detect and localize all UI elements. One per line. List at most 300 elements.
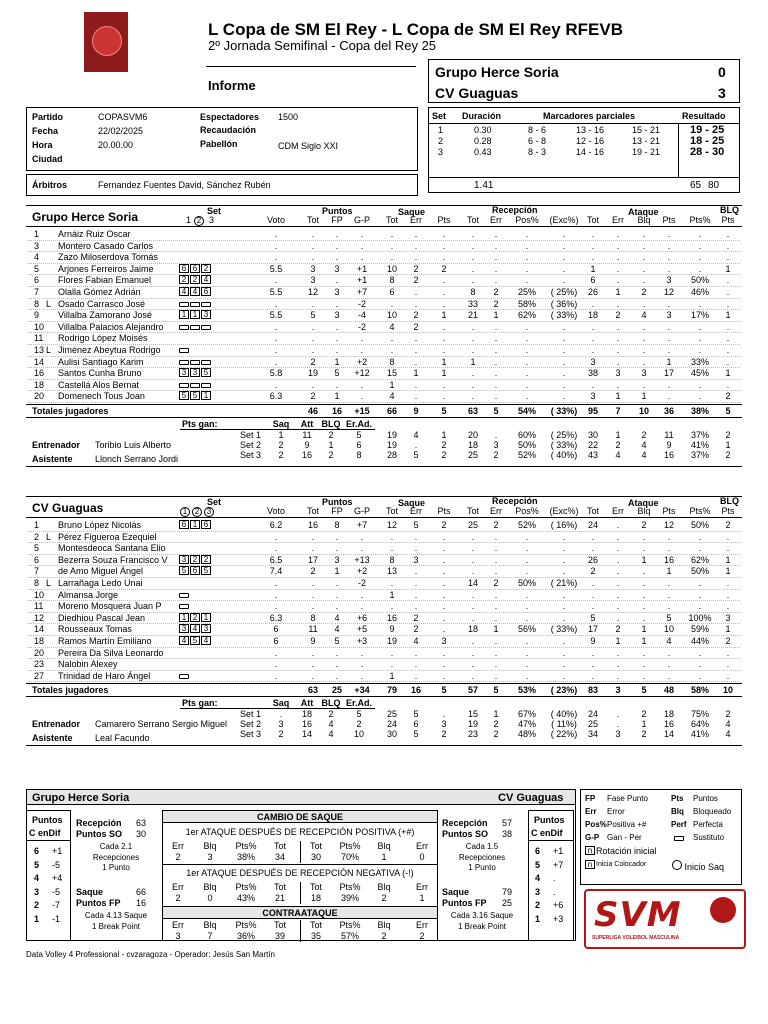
stat-cell: 46%: [690, 287, 709, 297]
mini-value: 38%: [236, 852, 255, 862]
stat-cell: 56%: [517, 624, 536, 635]
stat-cell: .: [616, 298, 620, 309]
stat-cell: .: [414, 379, 418, 390]
set-numbers: [183, 215, 217, 226]
stat-cell: .: [616, 356, 620, 367]
stat-cell: .: [726, 601, 730, 612]
stat-cell: 2: [413, 310, 419, 321]
arbitros-label: Árbitros: [32, 180, 68, 190]
stat-cell: .: [274, 659, 278, 670]
stat-cell: 2: [441, 263, 447, 274]
stat-cell: .: [616, 543, 620, 554]
volleyball-player-icon: [710, 897, 736, 923]
libero-marker: L: [46, 345, 52, 355]
stat-cell: 3: [441, 636, 447, 646]
stat-cell: 4: [413, 636, 419, 646]
set-row-cell: 4: [615, 450, 621, 460]
stat-cell: .: [616, 379, 620, 390]
stat-cell: 2: [590, 566, 596, 577]
stat-cell: .: [667, 659, 671, 670]
stat-cell: 5.5: [269, 263, 283, 274]
set-row-cell: 4: [328, 719, 334, 730]
stat-cell: 16: [386, 612, 397, 623]
stat-cell: .: [471, 321, 475, 332]
player-name: Arjones Ferreiros Jaime: [58, 263, 154, 274]
rotation-index: 4: [34, 873, 40, 883]
totals-cell: 5: [641, 685, 647, 696]
set-row-cell: 2: [641, 709, 647, 720]
stat-cell: .: [562, 659, 566, 670]
player-name: Montesdeoca Santana Elio: [58, 543, 166, 554]
player-name: Castellá Alos Bernat: [58, 379, 140, 390]
stat-cell: 2: [615, 310, 621, 321]
stat-cell: .: [471, 670, 475, 681]
stat-cell: .: [414, 298, 418, 309]
totals-cell: 10: [722, 685, 733, 696]
stat-cell: .: [471, 275, 475, 286]
mini-header: Blq: [203, 920, 217, 930]
totals-cell: 53%: [517, 685, 536, 696]
mini-value: 35: [310, 931, 321, 941]
stat-cell: .: [494, 263, 498, 274]
rotation-diff: -1: [52, 913, 61, 924]
stat-cell: .: [311, 333, 315, 344]
player-number: 7: [34, 287, 40, 297]
score-home-team: Grupo Herce Soria: [435, 64, 559, 80]
set-row-cell: 3: [278, 719, 284, 730]
set-row-cell: 64%: [690, 719, 709, 730]
set-row-cell: 67%: [517, 709, 536, 720]
set-row-cell: 15: [467, 709, 478, 720]
stat-cell: .: [494, 356, 498, 367]
footer-credit: Data Volley 4 Professional - cvzaragoza - Operador: Jesús San Martín: [26, 950, 276, 959]
stat-cell: .: [726, 287, 730, 297]
stat-cell: .: [414, 356, 418, 367]
col-subheader: Err: [410, 215, 422, 225]
rotation-index: 6: [34, 846, 40, 856]
stat-cell: 3: [334, 287, 340, 297]
set-row-cell: 16: [301, 719, 312, 730]
libero-marker: L: [46, 298, 52, 309]
stat-cell: 1: [641, 391, 647, 402]
home-saque-label: Saque: [76, 887, 104, 897]
stat-cell: .: [274, 670, 278, 681]
summary-away-name: CV Guaguas: [498, 792, 564, 804]
rotation-position: 1: [190, 310, 200, 319]
stat-cell: .: [442, 391, 446, 402]
stat-cell: .: [414, 589, 418, 600]
stat-cell: 2: [413, 263, 419, 274]
rotation-position: 2: [190, 275, 200, 284]
stat-cell: 25: [467, 520, 478, 530]
stat-cell: .: [360, 240, 364, 251]
home-recepcion-value: 63: [136, 818, 147, 828]
total-home-points: 65: [690, 180, 702, 191]
stat-cell: .: [525, 612, 529, 623]
stat-cell: 50%: [690, 520, 709, 530]
stat-cell: .: [414, 578, 418, 588]
partido-value: COPASVM6: [98, 112, 148, 122]
player-name: Montero Casado Carlos: [58, 240, 154, 251]
score-away-team: CV Guaguas: [435, 85, 519, 101]
rotation-index: 5: [535, 859, 541, 870]
rotation-diff: -7: [52, 900, 61, 910]
stat-cell: 17%: [690, 310, 709, 321]
stat-cell: .: [642, 566, 646, 577]
away-cendif-label: C enDif: [531, 828, 563, 838]
stat-cell: .: [562, 240, 566, 251]
stat-cell: 2: [441, 520, 447, 530]
pts-gan-header: Att: [300, 698, 314, 709]
set-row-cell: 2: [328, 450, 334, 460]
col-subheader: Err: [612, 506, 624, 516]
stat-cell: .: [390, 601, 394, 612]
player-number: 23: [34, 659, 45, 670]
player-sets: [179, 368, 212, 378]
set-number-label: 2: [192, 507, 202, 517]
legend-key: G-P: [585, 833, 600, 842]
stat-cell: -2: [357, 578, 366, 588]
totals-label: Totales jugadores: [32, 685, 109, 696]
set-row-cell: 5: [413, 729, 419, 740]
stat-cell: .: [726, 321, 730, 332]
stat-cell: 11: [308, 624, 318, 635]
stat-cell: .: [335, 601, 339, 612]
player-number: 6: [34, 275, 40, 286]
stat-cell: .: [442, 345, 446, 355]
stat-cell: 1: [590, 263, 596, 274]
stat-cell: 3: [666, 310, 672, 321]
stat-cell: .: [726, 229, 730, 239]
stat-cell: .: [525, 531, 529, 542]
set-row-cell: 10: [353, 729, 364, 740]
set-row-cell: 4: [641, 440, 647, 450]
home-puntos-fp-value: 16: [136, 898, 147, 908]
stat-cell: .: [667, 578, 671, 588]
set-row-cell: 1: [493, 709, 499, 720]
rotation-position: 5: [201, 566, 211, 575]
stat-cell: ( 36%): [550, 298, 578, 309]
asistente-value: Llonch Serrano Jordi: [95, 454, 179, 464]
stat-cell: 12: [386, 520, 397, 530]
col-subheader: Pts: [662, 506, 676, 516]
stat-cell: .: [591, 252, 595, 263]
set-row-cell: 5: [413, 450, 419, 460]
stat-cell: .: [616, 333, 620, 344]
stat-cell: .: [591, 589, 595, 600]
set-row-cell: 1: [278, 430, 284, 440]
stat-cell: .: [562, 612, 566, 623]
stat-cell: 1: [441, 310, 447, 321]
stat-cell: 6: [590, 275, 596, 286]
col-subheader: Pts: [721, 506, 735, 516]
stat-cell: .: [642, 229, 646, 239]
pts-gan-header: Saq: [272, 419, 290, 429]
sets-header-set: Set: [432, 111, 447, 121]
stat-cell: .: [360, 333, 364, 344]
stat-cell: 1: [615, 287, 621, 297]
stat-cell: 19: [307, 368, 318, 379]
stat-cell: .: [591, 229, 595, 239]
team-name: Grupo Herce Soria: [32, 210, 139, 224]
stat-cell: 25%: [517, 287, 536, 297]
col-subheader: Err: [410, 506, 422, 516]
stat-cell: .: [442, 543, 446, 554]
set-row-cell: 30: [587, 430, 598, 440]
stat-cell: 10: [386, 263, 397, 274]
stat-cell: .: [311, 298, 315, 309]
stat-cell: .: [335, 543, 339, 554]
stat-cell: .: [642, 578, 646, 588]
stat-cell: .: [616, 321, 620, 332]
rotation-index: 1: [34, 913, 40, 924]
col-subheader: Blq: [637, 215, 651, 225]
stat-cell: 9: [389, 624, 395, 635]
rotation-index: 3: [535, 886, 541, 897]
stat-cell: .: [494, 391, 498, 402]
stat-cell: .: [726, 240, 730, 251]
stat-cell: 3: [413, 554, 419, 565]
set-duration: 0.43: [474, 147, 492, 157]
set-row-cell: ( 22%): [550, 729, 578, 740]
set-row-cell: 75%: [690, 709, 709, 720]
player-number: 8: [34, 298, 40, 309]
totals-cell: 83: [587, 685, 598, 696]
set-row-cell: 41%: [690, 729, 709, 740]
rotation-index: 2: [535, 900, 541, 910]
set-partial-3: 15 - 21: [632, 125, 661, 135]
header-rule: [26, 517, 742, 518]
stat-cell: .: [562, 368, 566, 379]
stat-cell: .: [562, 391, 566, 402]
stat-cell: +2: [356, 566, 368, 577]
stat-cell: .: [667, 321, 671, 332]
set-row-cell: 8: [356, 450, 362, 460]
stat-cell: 8: [389, 554, 395, 565]
player-sets: [179, 345, 190, 355]
set-row-cell: 16: [663, 450, 674, 460]
stat-cell: 6.2: [269, 520, 283, 530]
col-subheader: FP: [331, 215, 343, 225]
pabellon-label: Pabellón: [200, 139, 238, 149]
player-number: 3: [34, 240, 40, 251]
set-row-cell: 2: [278, 440, 284, 450]
stat-cell: +13: [354, 554, 370, 565]
rotation-position: 4: [190, 624, 200, 633]
pts-gan-header: BLQ: [321, 698, 341, 709]
stat-cell: .: [274, 321, 278, 332]
set-row-cell: 2: [493, 450, 499, 460]
set-row-cell: 2: [278, 450, 284, 460]
stat-cell: 26: [587, 554, 598, 565]
home-break-point: 1 Break Point: [91, 922, 141, 931]
rotation-index: 6: [535, 846, 541, 856]
stat-cell: .: [667, 263, 671, 274]
away-recepcion-value: 57: [502, 818, 513, 828]
stat-cell: 5: [310, 310, 316, 321]
rotacion-legend: [585, 846, 657, 856]
player-name: Villalba Zamorano José: [58, 310, 152, 321]
stat-cell: .: [442, 578, 446, 588]
set-row-cell: 2: [493, 729, 499, 740]
stat-cell: .: [311, 647, 315, 658]
player-sets: [179, 613, 212, 623]
stat-cell: .: [360, 379, 364, 390]
stat-cell: .: [642, 601, 646, 612]
stat-cell: .: [311, 252, 315, 263]
stat-cell: .: [414, 240, 418, 251]
set-number-label: 1: [186, 215, 192, 225]
stat-cell: .: [591, 321, 595, 332]
home-cendif-label: C enDif: [29, 828, 61, 838]
pts-gan-header: Att: [300, 419, 314, 429]
fecha-label: Fecha: [32, 126, 59, 136]
stat-cell: .: [698, 531, 702, 542]
stat-cell: .: [642, 275, 646, 286]
stat-cell: 1: [666, 566, 672, 577]
team-name: CV Guaguas: [32, 501, 104, 515]
stat-cell: .: [471, 391, 475, 402]
stat-cell: .: [471, 636, 475, 646]
totals-bottom-rule: [26, 417, 742, 418]
legend-key: FP: [585, 794, 596, 803]
stat-cell: .: [471, 554, 475, 565]
set-number-label: 3: [204, 507, 214, 517]
player-sets: [179, 264, 212, 274]
rotation-position: 2: [201, 555, 211, 564]
substitute-marker: [179, 360, 189, 365]
player-name: Arnáiz Ruiz Oscar: [58, 229, 131, 239]
set-row-cell: ( 33%): [550, 440, 578, 450]
mini-value: 39: [274, 931, 285, 941]
stat-cell: .: [591, 659, 595, 670]
svm-logo-text: SVM: [594, 895, 682, 935]
sets-header-resultado: Resultado: [682, 111, 726, 121]
stat-cell: 17: [663, 368, 674, 379]
stat-cell: .: [360, 229, 364, 239]
mini-header: Blq: [203, 841, 217, 851]
set-row-cell: 60%: [517, 430, 536, 440]
stat-cell: .: [360, 659, 364, 670]
stat-cell: .: [274, 531, 278, 542]
svm-logo-subtitle: SUPERLIGA VOLEIBOL MASCULINA: [592, 935, 680, 941]
col-header-blq: BLQ: [720, 205, 739, 215]
stat-cell: 6: [273, 624, 279, 635]
rotation-position: 3: [179, 368, 189, 377]
col-subheader: Tot: [466, 215, 479, 225]
stat-cell: 1: [413, 368, 419, 379]
stat-cell: .: [642, 240, 646, 251]
totals-cell: 9: [413, 406, 419, 416]
stat-cell: .: [616, 531, 620, 542]
player-number: 7: [34, 566, 40, 577]
mini-value: 1: [419, 893, 425, 903]
away-puntos-fp-label: Puntos FP: [442, 898, 487, 908]
stat-cell: .: [726, 589, 730, 600]
stat-cell: .: [591, 647, 595, 658]
set-number: 2: [438, 136, 444, 146]
player-number: 1: [34, 229, 40, 239]
legend-value: Positiva +#: [607, 820, 647, 829]
col-subheader: Tot: [385, 215, 398, 225]
stat-cell: 5: [334, 368, 340, 379]
stat-cell: .: [274, 647, 278, 658]
summary-home-name: Grupo Herce Soria: [32, 792, 130, 804]
rotation-position: 2: [190, 555, 200, 564]
stat-cell: +7: [356, 287, 368, 297]
player-number: 11: [34, 333, 44, 344]
sets-header-duracion: Duración: [462, 111, 502, 121]
mini-header: Tot: [309, 841, 322, 851]
rotation-diff: +6: [553, 900, 564, 910]
stat-cell: .: [471, 368, 475, 379]
stat-cell: 6.5: [269, 554, 283, 565]
stat-cell: .: [442, 670, 446, 681]
legend-key: Pos%: [585, 820, 607, 829]
stat-cell: 4: [334, 624, 340, 635]
competition-logo: [84, 12, 128, 72]
set-row-cell: 14: [301, 729, 312, 740]
stat-cell: 18: [467, 624, 478, 635]
set-row-cell: 37%: [690, 430, 709, 440]
stat-cell: .: [616, 252, 620, 263]
set-row-cell: 2: [725, 709, 731, 720]
stat-cell: .: [698, 659, 702, 670]
set-row-cell: ( 40%): [550, 709, 578, 720]
stat-cell: .: [698, 229, 702, 239]
stat-cell: .: [311, 345, 315, 355]
stat-cell: 3: [666, 275, 672, 286]
stat-cell: 4: [389, 391, 395, 402]
stat-cell: 1: [641, 636, 647, 646]
set-row-label: Set 1: [240, 430, 262, 440]
set-row-cell: 41%: [690, 440, 709, 450]
mini-header: Tot: [273, 841, 286, 851]
stat-cell: .: [471, 333, 475, 344]
totals-cell: 5: [725, 406, 731, 416]
stat-cell: 38: [587, 368, 598, 379]
pts-gan-header: Saq: [272, 698, 290, 709]
substitute-marker: [179, 674, 189, 679]
stat-cell: +1: [356, 263, 368, 274]
section-rule: [26, 205, 742, 206]
set-row-cell: 6: [413, 719, 419, 730]
player-sets: [179, 299, 212, 309]
player-sets: [179, 310, 212, 320]
asistente-label: Asistente: [32, 454, 73, 464]
mini-divider: [300, 882, 301, 904]
player-name: Diedhiou Pascal Jean: [58, 612, 146, 623]
stat-cell: 8: [389, 356, 395, 367]
mini-value: 34: [274, 852, 285, 862]
player-number: 8: [34, 578, 40, 588]
stat-cell: 21: [467, 310, 478, 321]
totals-cell: 36: [663, 406, 674, 416]
stat-cell: .: [414, 659, 418, 670]
player-number: 10: [34, 321, 45, 332]
set-row-cell: 6: [356, 440, 362, 450]
mini-divider: [300, 920, 301, 942]
stat-cell: .: [525, 543, 529, 554]
stat-cell: .: [562, 589, 566, 600]
set-partial-1: 6 - 8: [528, 136, 547, 146]
stat-cell: .: [698, 240, 702, 251]
stat-cell: 6: [273, 636, 279, 646]
stat-cell: 1: [725, 368, 731, 379]
away-un-punto: 1 Punto: [468, 863, 496, 872]
pts-gan-label: Pts gan:: [182, 698, 218, 709]
stat-cell: .: [335, 670, 339, 681]
